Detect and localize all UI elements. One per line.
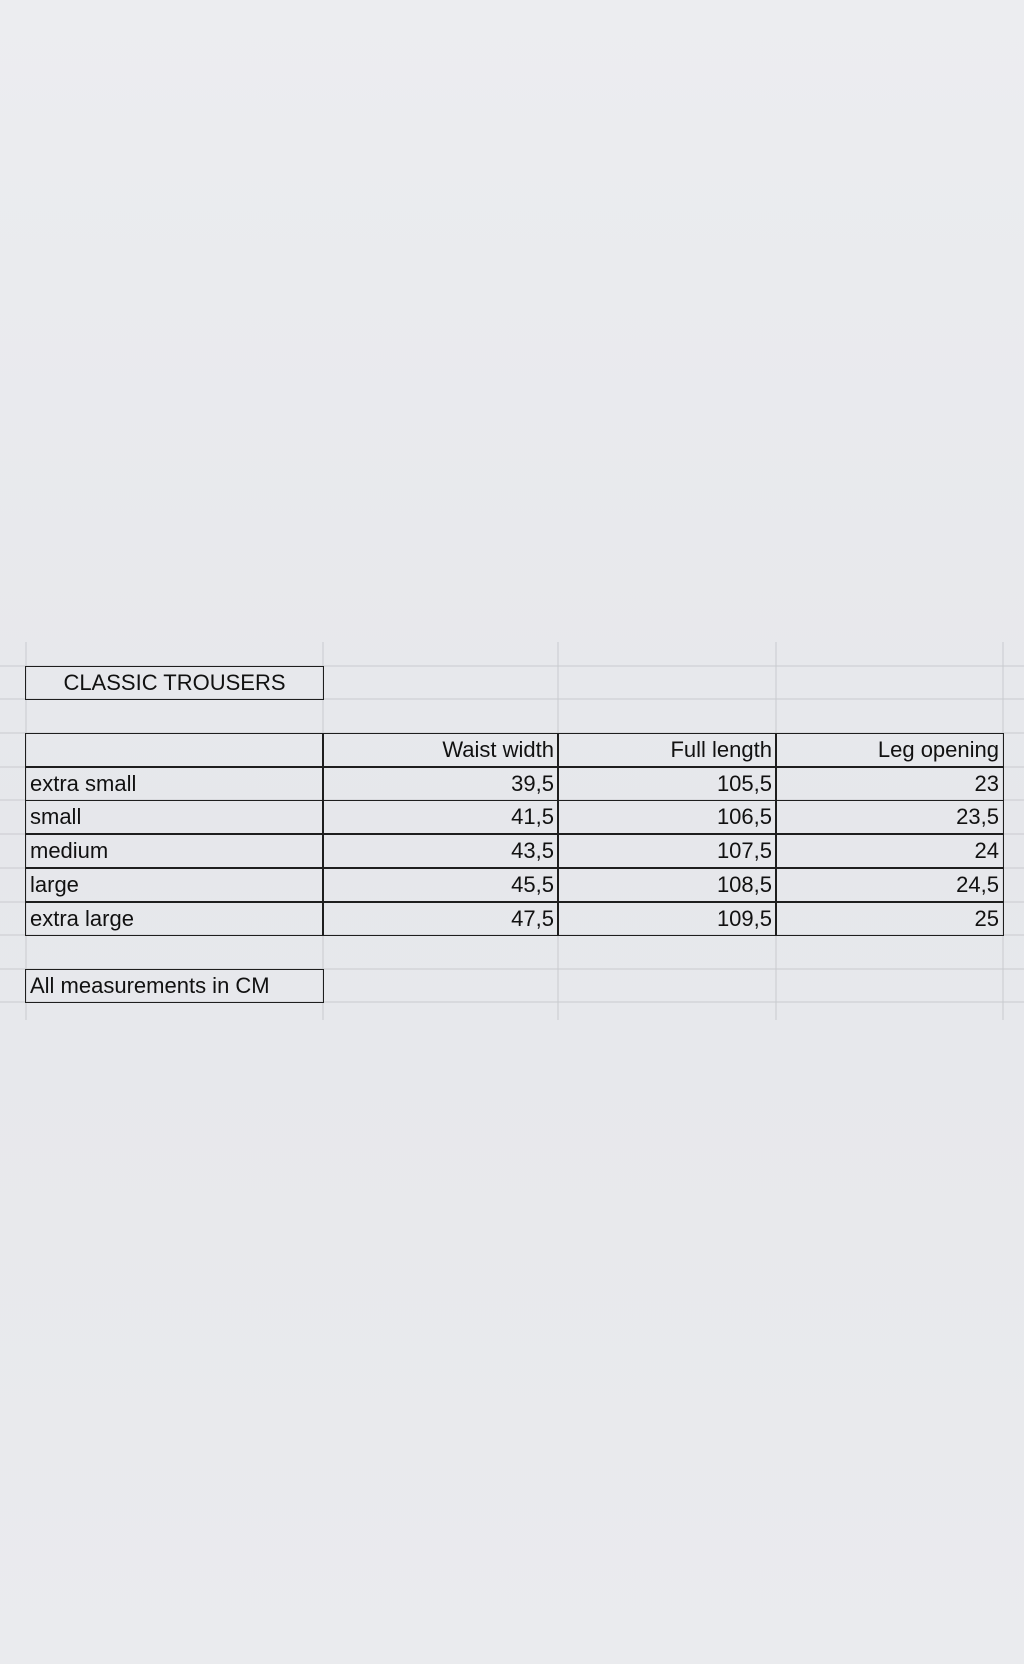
size-label: large [30, 872, 79, 897]
header-cell-leg-opening[interactable] [775, 733, 1004, 767]
full-length-cell[interactable] [557, 767, 777, 801]
header-cell-waist-width[interactable] [322, 733, 559, 767]
full-length-value: 105,5 [716, 771, 772, 796]
leg-opening-value: 25 [974, 906, 999, 931]
row-size-cell[interactable] [25, 868, 324, 902]
full-length-value: 108,5 [716, 872, 772, 897]
leg-opening-value: 24,5 [956, 872, 999, 897]
row-size-cell[interactable] [25, 834, 324, 868]
sheet-title: CLASSIC TROUSERS [63, 670, 286, 695]
waist-width-value: 45,5 [511, 872, 554, 897]
row-size-cell[interactable] [25, 800, 324, 834]
waist-width-cell[interactable] [322, 834, 559, 868]
waist-width-cell[interactable] [322, 902, 559, 936]
full-length-cell[interactable] [557, 800, 777, 834]
leg-opening-value: 24 [974, 838, 999, 863]
waist-width-value: 39,5 [511, 771, 554, 796]
waist-width-cell[interactable] [322, 868, 559, 902]
size-label: small [30, 804, 82, 829]
leg-opening-cell[interactable] [775, 800, 1004, 834]
leg-opening-cell[interactable] [775, 767, 1004, 801]
header-leg-opening-label: Leg opening [877, 737, 999, 762]
full-length-value: 106,5 [716, 804, 772, 829]
size-label: extra large [30, 906, 134, 931]
size-label: extra small [30, 771, 137, 796]
full-length-cell[interactable] [557, 834, 777, 868]
leg-opening-cell[interactable] [775, 902, 1004, 936]
leg-opening-value: 23 [974, 771, 999, 796]
row-size-cell[interactable] [25, 902, 324, 936]
sheet-title-cell[interactable] [25, 666, 324, 700]
leg-opening-cell[interactable] [775, 868, 1004, 902]
size-label: medium [30, 838, 109, 863]
leg-opening-cell[interactable] [775, 834, 1004, 868]
leg-opening-value: 23,5 [956, 804, 999, 829]
row-size-cell[interactable] [25, 767, 324, 801]
waist-width-value: 43,5 [511, 838, 554, 863]
measurement-note: All measurements in CM [30, 973, 270, 998]
header-cell-full-length[interactable] [557, 733, 777, 767]
waist-width-cell[interactable] [322, 800, 559, 834]
full-length-cell[interactable] [557, 902, 777, 936]
waist-width-value: 41,5 [511, 804, 554, 829]
measurement-note-cell[interactable] [25, 969, 324, 1003]
header-full-length-label: Full length [670, 737, 772, 762]
header-cell-size[interactable] [25, 733, 324, 767]
header-waist-width-label: Waist width [442, 737, 554, 762]
full-length-value: 107,5 [716, 838, 772, 863]
waist-width-value: 47,5 [511, 906, 554, 931]
full-length-value: 109,5 [716, 906, 772, 931]
waist-width-cell[interactable] [322, 767, 559, 801]
full-length-cell[interactable] [557, 868, 777, 902]
